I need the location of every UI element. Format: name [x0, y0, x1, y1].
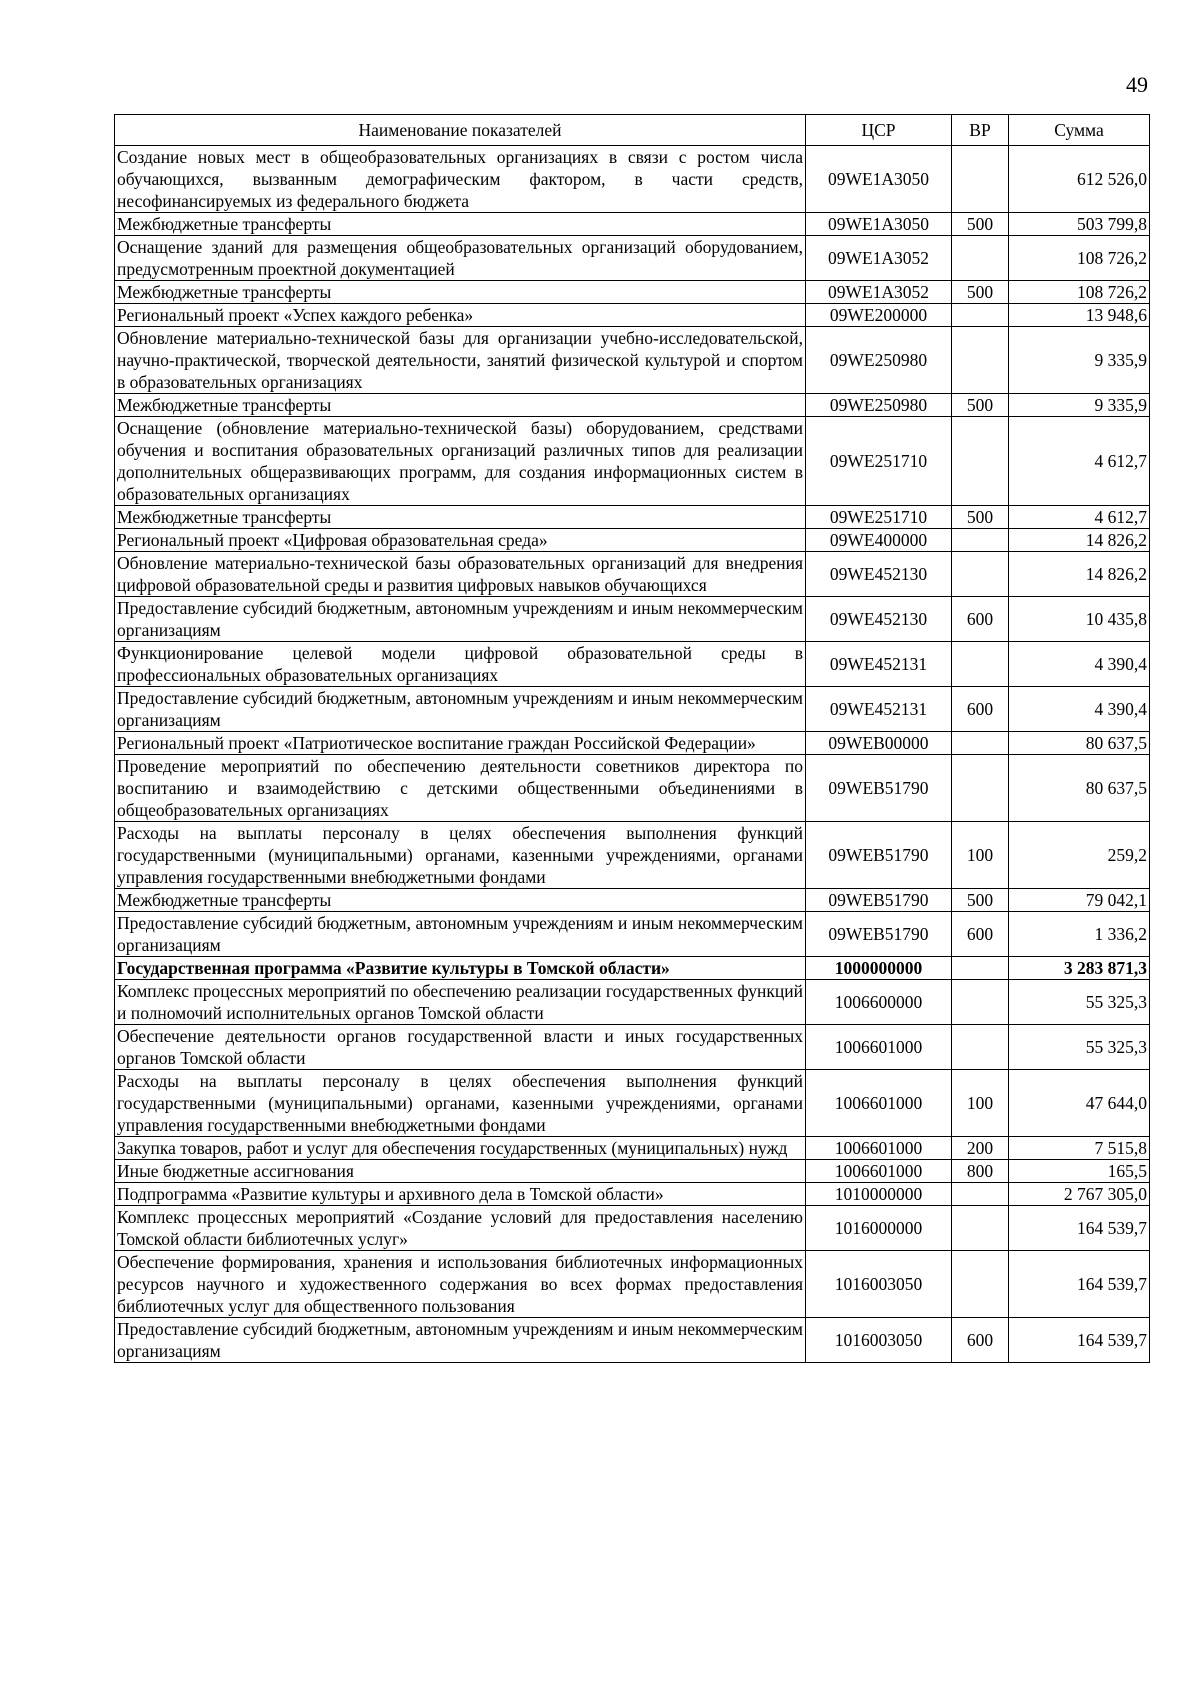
table-row	[115, 1160, 1150, 1183]
row-sum-cell: 259,2	[1009, 822, 1150, 889]
row-csr-cell: 09WEB51790	[806, 755, 952, 822]
row-name-cell: Комплекс процессных мероприятий по обеспечению реализации государственных функций и полномочий исполнительных органов Томской области	[115, 980, 806, 1025]
table-row	[115, 889, 1150, 912]
row-name-cell: Иные бюджетные ассигнования	[115, 1160, 806, 1183]
table-row	[115, 213, 1150, 236]
row-vr-cell	[952, 236, 1009, 281]
row-name-cell: Предоставление субсидий бюджетным, автономным учреждениям и иным некоммерческим организациям	[115, 1318, 806, 1363]
row-sum-cell: 164 539,7	[1009, 1318, 1150, 1363]
table-row	[115, 552, 1150, 597]
table-row	[115, 980, 1150, 1025]
table-row	[115, 281, 1150, 304]
row-csr-cell: 09WE250980	[806, 327, 952, 394]
table-row	[115, 327, 1150, 394]
table-header-row	[115, 115, 1150, 146]
row-csr-cell: 1000000000	[806, 957, 952, 980]
row-csr-cell: 09WE1A3050	[806, 213, 952, 236]
row-sum-cell: 108 726,2	[1009, 281, 1150, 304]
row-sum-cell: 47 644,0	[1009, 1070, 1150, 1137]
row-csr-cell: 09WE200000	[806, 304, 952, 327]
row-sum-cell: 3 283 871,3	[1009, 957, 1150, 980]
row-vr-cell	[952, 552, 1009, 597]
row-vr-cell	[952, 327, 1009, 394]
table-row	[115, 236, 1150, 281]
row-csr-cell: 09WE452130	[806, 597, 952, 642]
row-sum-cell: 10 435,8	[1009, 597, 1150, 642]
row-name-cell: Закупка товаров, работ и услуг для обеспечения государственных (муниципальных) нужд	[115, 1137, 806, 1160]
table-row	[115, 529, 1150, 552]
row-csr-cell: 09WE452130	[806, 552, 952, 597]
row-vr-cell	[952, 1183, 1009, 1206]
row-name-cell: Межбюджетные трансферты	[115, 506, 806, 529]
row-vr-cell: 200	[952, 1137, 1009, 1160]
row-vr-cell	[952, 1025, 1009, 1070]
row-sum-cell: 79 042,1	[1009, 889, 1150, 912]
table-row	[115, 1206, 1150, 1251]
table-row	[115, 755, 1150, 822]
table-row	[115, 506, 1150, 529]
row-csr-cell: 09WE1A3052	[806, 281, 952, 304]
row-sum-cell: 80 637,5	[1009, 732, 1150, 755]
row-csr-cell: 09WEB51790	[806, 912, 952, 957]
row-name-cell: Оснащение (обновление материально-технической базы) оборудованием, средствами обучения и воспитания образовательных организаций различных типов для реализации дополнительных общеразвивающих программ, для создания информационных систем в образовательных организациях	[115, 417, 806, 506]
row-vr-cell: 600	[952, 687, 1009, 732]
row-vr-cell	[952, 642, 1009, 687]
row-csr-cell: 09WE1A3052	[806, 236, 952, 281]
row-sum-cell: 4 612,7	[1009, 417, 1150, 506]
row-name-cell: Обновление материально-технической базы для организации учебно-исследовательской, научно-практической, творческой деятельности, занятий физической культурой и спортом в образовательных организациях	[115, 327, 806, 394]
row-name-cell: Предоставление субсидий бюджетным, автономным учреждениям и иным некоммерческим организациям	[115, 687, 806, 732]
row-csr-cell: 09WE1A3050	[806, 146, 952, 213]
row-sum-cell: 13 948,6	[1009, 304, 1150, 327]
table-row	[115, 1137, 1150, 1160]
row-name-cell: Обеспечение деятельности органов государственной власти и иных государственных органов Томской области	[115, 1025, 806, 1070]
table-row	[115, 957, 1150, 980]
row-sum-cell: 4 390,4	[1009, 687, 1150, 732]
row-vr-cell	[952, 980, 1009, 1025]
table-row	[115, 394, 1150, 417]
row-vr-cell: 100	[952, 1070, 1009, 1137]
header-name: Наименование показателей	[115, 115, 806, 146]
row-csr-cell: 1006601000	[806, 1160, 952, 1183]
row-vr-cell: 600	[952, 1318, 1009, 1363]
row-name-cell: Межбюджетные трансферты	[115, 213, 806, 236]
row-name-cell: Межбюджетные трансферты	[115, 281, 806, 304]
row-sum-cell: 503 799,8	[1009, 213, 1150, 236]
row-csr-cell: 09WE452131	[806, 687, 952, 732]
row-sum-cell: 108 726,2	[1009, 236, 1150, 281]
table-row	[115, 1318, 1150, 1363]
row-vr-cell: 500	[952, 889, 1009, 912]
row-vr-cell: 500	[952, 281, 1009, 304]
table-row	[115, 687, 1150, 732]
row-csr-cell: 1006600000	[806, 980, 952, 1025]
row-vr-cell	[952, 957, 1009, 980]
header-sum: Сумма	[1009, 115, 1150, 146]
row-vr-cell: 100	[952, 822, 1009, 889]
row-sum-cell: 164 539,7	[1009, 1206, 1150, 1251]
row-name-cell: Обновление материально-технической базы образовательных организаций для внедрения цифровой образовательной среды и развития цифровых навыков обучающихся	[115, 552, 806, 597]
row-vr-cell	[952, 1206, 1009, 1251]
row-sum-cell: 55 325,3	[1009, 1025, 1150, 1070]
table-body	[115, 146, 1150, 1363]
table-row	[115, 732, 1150, 755]
row-csr-cell: 09WEB51790	[806, 889, 952, 912]
row-vr-cell	[952, 755, 1009, 822]
row-sum-cell: 4 612,7	[1009, 506, 1150, 529]
row-name-cell: Региональный проект «Цифровая образовательная среда»	[115, 529, 806, 552]
table-row	[115, 1251, 1150, 1318]
budget-table	[114, 114, 1150, 1363]
row-name-cell: Предоставление субсидий бюджетным, автономным учреждениям и иным некоммерческим организациям	[115, 912, 806, 957]
page-number: 49	[1126, 72, 1148, 97]
row-name-cell: Оснащение зданий для размещения общеобразовательных организаций оборудованием, предусмотренным проектной документацией	[115, 236, 806, 281]
row-name-cell: Региональный проект «Патриотическое воспитание граждан Российской Федерации»	[115, 732, 806, 755]
row-sum-cell: 7 515,8	[1009, 1137, 1150, 1160]
row-name-cell: Функционирование целевой модели цифровой образовательной среды в профессиональных образовательных организациях	[115, 642, 806, 687]
table-row	[115, 912, 1150, 957]
row-csr-cell: 09WE452131	[806, 642, 952, 687]
row-name-cell: Проведение мероприятий по обеспечению деятельности советников директора по воспитанию и взаимодействию с детскими общественными объединениями в общеобразовательных организациях	[115, 755, 806, 822]
row-name-cell: Региональный проект «Успех каждого ребенка»	[115, 304, 806, 327]
table-row	[115, 822, 1150, 889]
row-name-cell: Комплекс процессных мероприятий «Создание условий для предоставления населению Томской области библиотечных услуг»	[115, 1206, 806, 1251]
row-name-cell: Межбюджетные трансферты	[115, 394, 806, 417]
row-sum-cell: 14 826,2	[1009, 552, 1150, 597]
row-csr-cell: 1016003050	[806, 1251, 952, 1318]
row-sum-cell: 9 335,9	[1009, 394, 1150, 417]
table-row	[115, 597, 1150, 642]
row-csr-cell: 1010000000	[806, 1183, 952, 1206]
row-vr-cell	[952, 732, 1009, 755]
table-row	[115, 417, 1150, 506]
row-vr-cell	[952, 529, 1009, 552]
row-sum-cell: 165,5	[1009, 1160, 1150, 1183]
row-csr-cell: 09WEB51790	[806, 822, 952, 889]
row-sum-cell: 14 826,2	[1009, 529, 1150, 552]
row-csr-cell: 09WE251710	[806, 506, 952, 529]
row-name-cell: Обеспечение формирования, хранения и использования библиотечных информационных ресурсов научного и художественного содержания во всех формах предоставления библиотечных услуг для общественного пользования	[115, 1251, 806, 1318]
row-sum-cell: 164 539,7	[1009, 1251, 1150, 1318]
row-csr-cell: 1006601000	[806, 1025, 952, 1070]
row-name-cell: Подпрограмма «Развитие культуры и архивного дела в Томской области»	[115, 1183, 806, 1206]
table-row	[115, 1025, 1150, 1070]
row-name-cell: Межбюджетные трансферты	[115, 889, 806, 912]
row-sum-cell: 80 637,5	[1009, 755, 1150, 822]
row-sum-cell: 9 335,9	[1009, 327, 1150, 394]
row-csr-cell: 1006601000	[806, 1137, 952, 1160]
row-vr-cell: 500	[952, 394, 1009, 417]
row-name-cell: Государственная программа «Развитие культуры в Томской области»	[115, 957, 806, 980]
row-sum-cell: 1 336,2	[1009, 912, 1150, 957]
row-sum-cell: 2 767 305,0	[1009, 1183, 1150, 1206]
row-sum-cell: 612 526,0	[1009, 146, 1150, 213]
row-name-cell: Расходы на выплаты персоналу в целях обеспечения выполнения функций государственными (муниципальными) органами, казенными учреждениями, органами управления государственными внебюджетными фондами	[115, 822, 806, 889]
table-row	[115, 304, 1150, 327]
row-name-cell: Предоставление субсидий бюджетным, автономным учреждениям и иным некоммерческим организациям	[115, 597, 806, 642]
row-csr-cell: 1016000000	[806, 1206, 952, 1251]
row-vr-cell: 500	[952, 213, 1009, 236]
row-csr-cell: 09WEB00000	[806, 732, 952, 755]
row-csr-cell: 1006601000	[806, 1070, 952, 1137]
row-vr-cell	[952, 417, 1009, 506]
header-csr: ЦСР	[806, 115, 952, 146]
row-vr-cell: 500	[952, 506, 1009, 529]
row-vr-cell: 600	[952, 597, 1009, 642]
table-row	[115, 146, 1150, 213]
row-sum-cell: 4 390,4	[1009, 642, 1150, 687]
header-vr: ВР	[952, 115, 1009, 146]
row-vr-cell: 800	[952, 1160, 1009, 1183]
row-name-cell: Создание новых мест в общеобразовательных организациях в связи с ростом числа обучающихся, вызванным демографическим фактором, в части средств, несофинансируемых из федерального бюджета	[115, 146, 806, 213]
row-csr-cell: 09WE251710	[806, 417, 952, 506]
row-vr-cell	[952, 304, 1009, 327]
row-sum-cell: 55 325,3	[1009, 980, 1150, 1025]
table-row	[115, 1070, 1150, 1137]
row-csr-cell: 09WE400000	[806, 529, 952, 552]
row-csr-cell: 1016003050	[806, 1318, 952, 1363]
row-name-cell: Расходы на выплаты персоналу в целях обеспечения выполнения функций государственными (муниципальными) органами, казенными учреждениями, органами управления государственными внебюджетными фондами	[115, 1070, 806, 1137]
row-vr-cell: 600	[952, 912, 1009, 957]
table-row	[115, 1183, 1150, 1206]
table-row	[115, 642, 1150, 687]
row-vr-cell	[952, 1251, 1009, 1318]
row-csr-cell: 09WE250980	[806, 394, 952, 417]
row-vr-cell	[952, 146, 1009, 213]
